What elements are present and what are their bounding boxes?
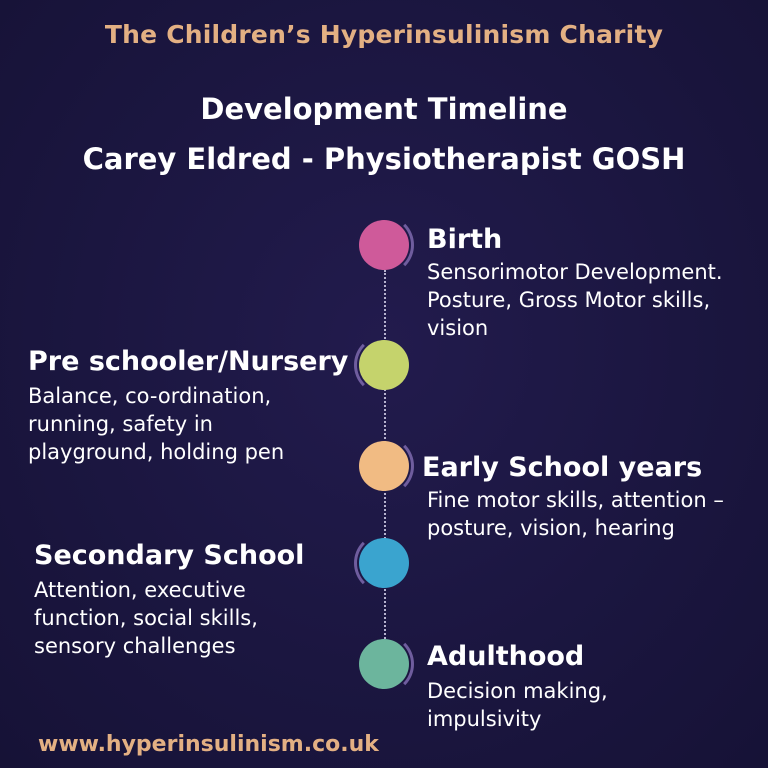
early-school-description: Fine motor skills, attention – posture, vision, hearing — [427, 488, 724, 540]
adulthood-description: Decision making, impulsivity — [427, 679, 608, 731]
page-subtitle: Carey Eldred - Physiotherapist GOSH — [82, 142, 686, 176]
secondary-description: Attention, executive function, social skills, sensory challenges — [34, 578, 258, 658]
birth-marker — [359, 220, 409, 270]
birth-description: Sensorimotor Development. Posture, Gross Motor skills, vision — [427, 260, 723, 340]
adulthood-marker — [359, 639, 409, 689]
early-school-marker — [359, 441, 409, 491]
charity-name: The Children’s Hyperinsulinism Charity — [104, 20, 664, 49]
page-title: Development Timeline — [200, 92, 568, 126]
birth-title: Birth — [427, 224, 503, 255]
early-school-title: Early School years — [422, 452, 703, 483]
preschool-title: Pre schooler/Nursery — [28, 346, 349, 377]
preschool-description: Balance, co-ordination, running, safety in playground, holding pen — [28, 384, 285, 464]
preschool-marker — [359, 340, 409, 390]
secondary-title: Secondary School — [34, 540, 305, 571]
secondary-marker — [359, 538, 409, 588]
adulthood-title: Adulthood — [427, 641, 585, 672]
website-link[interactable]: www.hyperinsulinism.co.uk — [38, 732, 379, 757]
